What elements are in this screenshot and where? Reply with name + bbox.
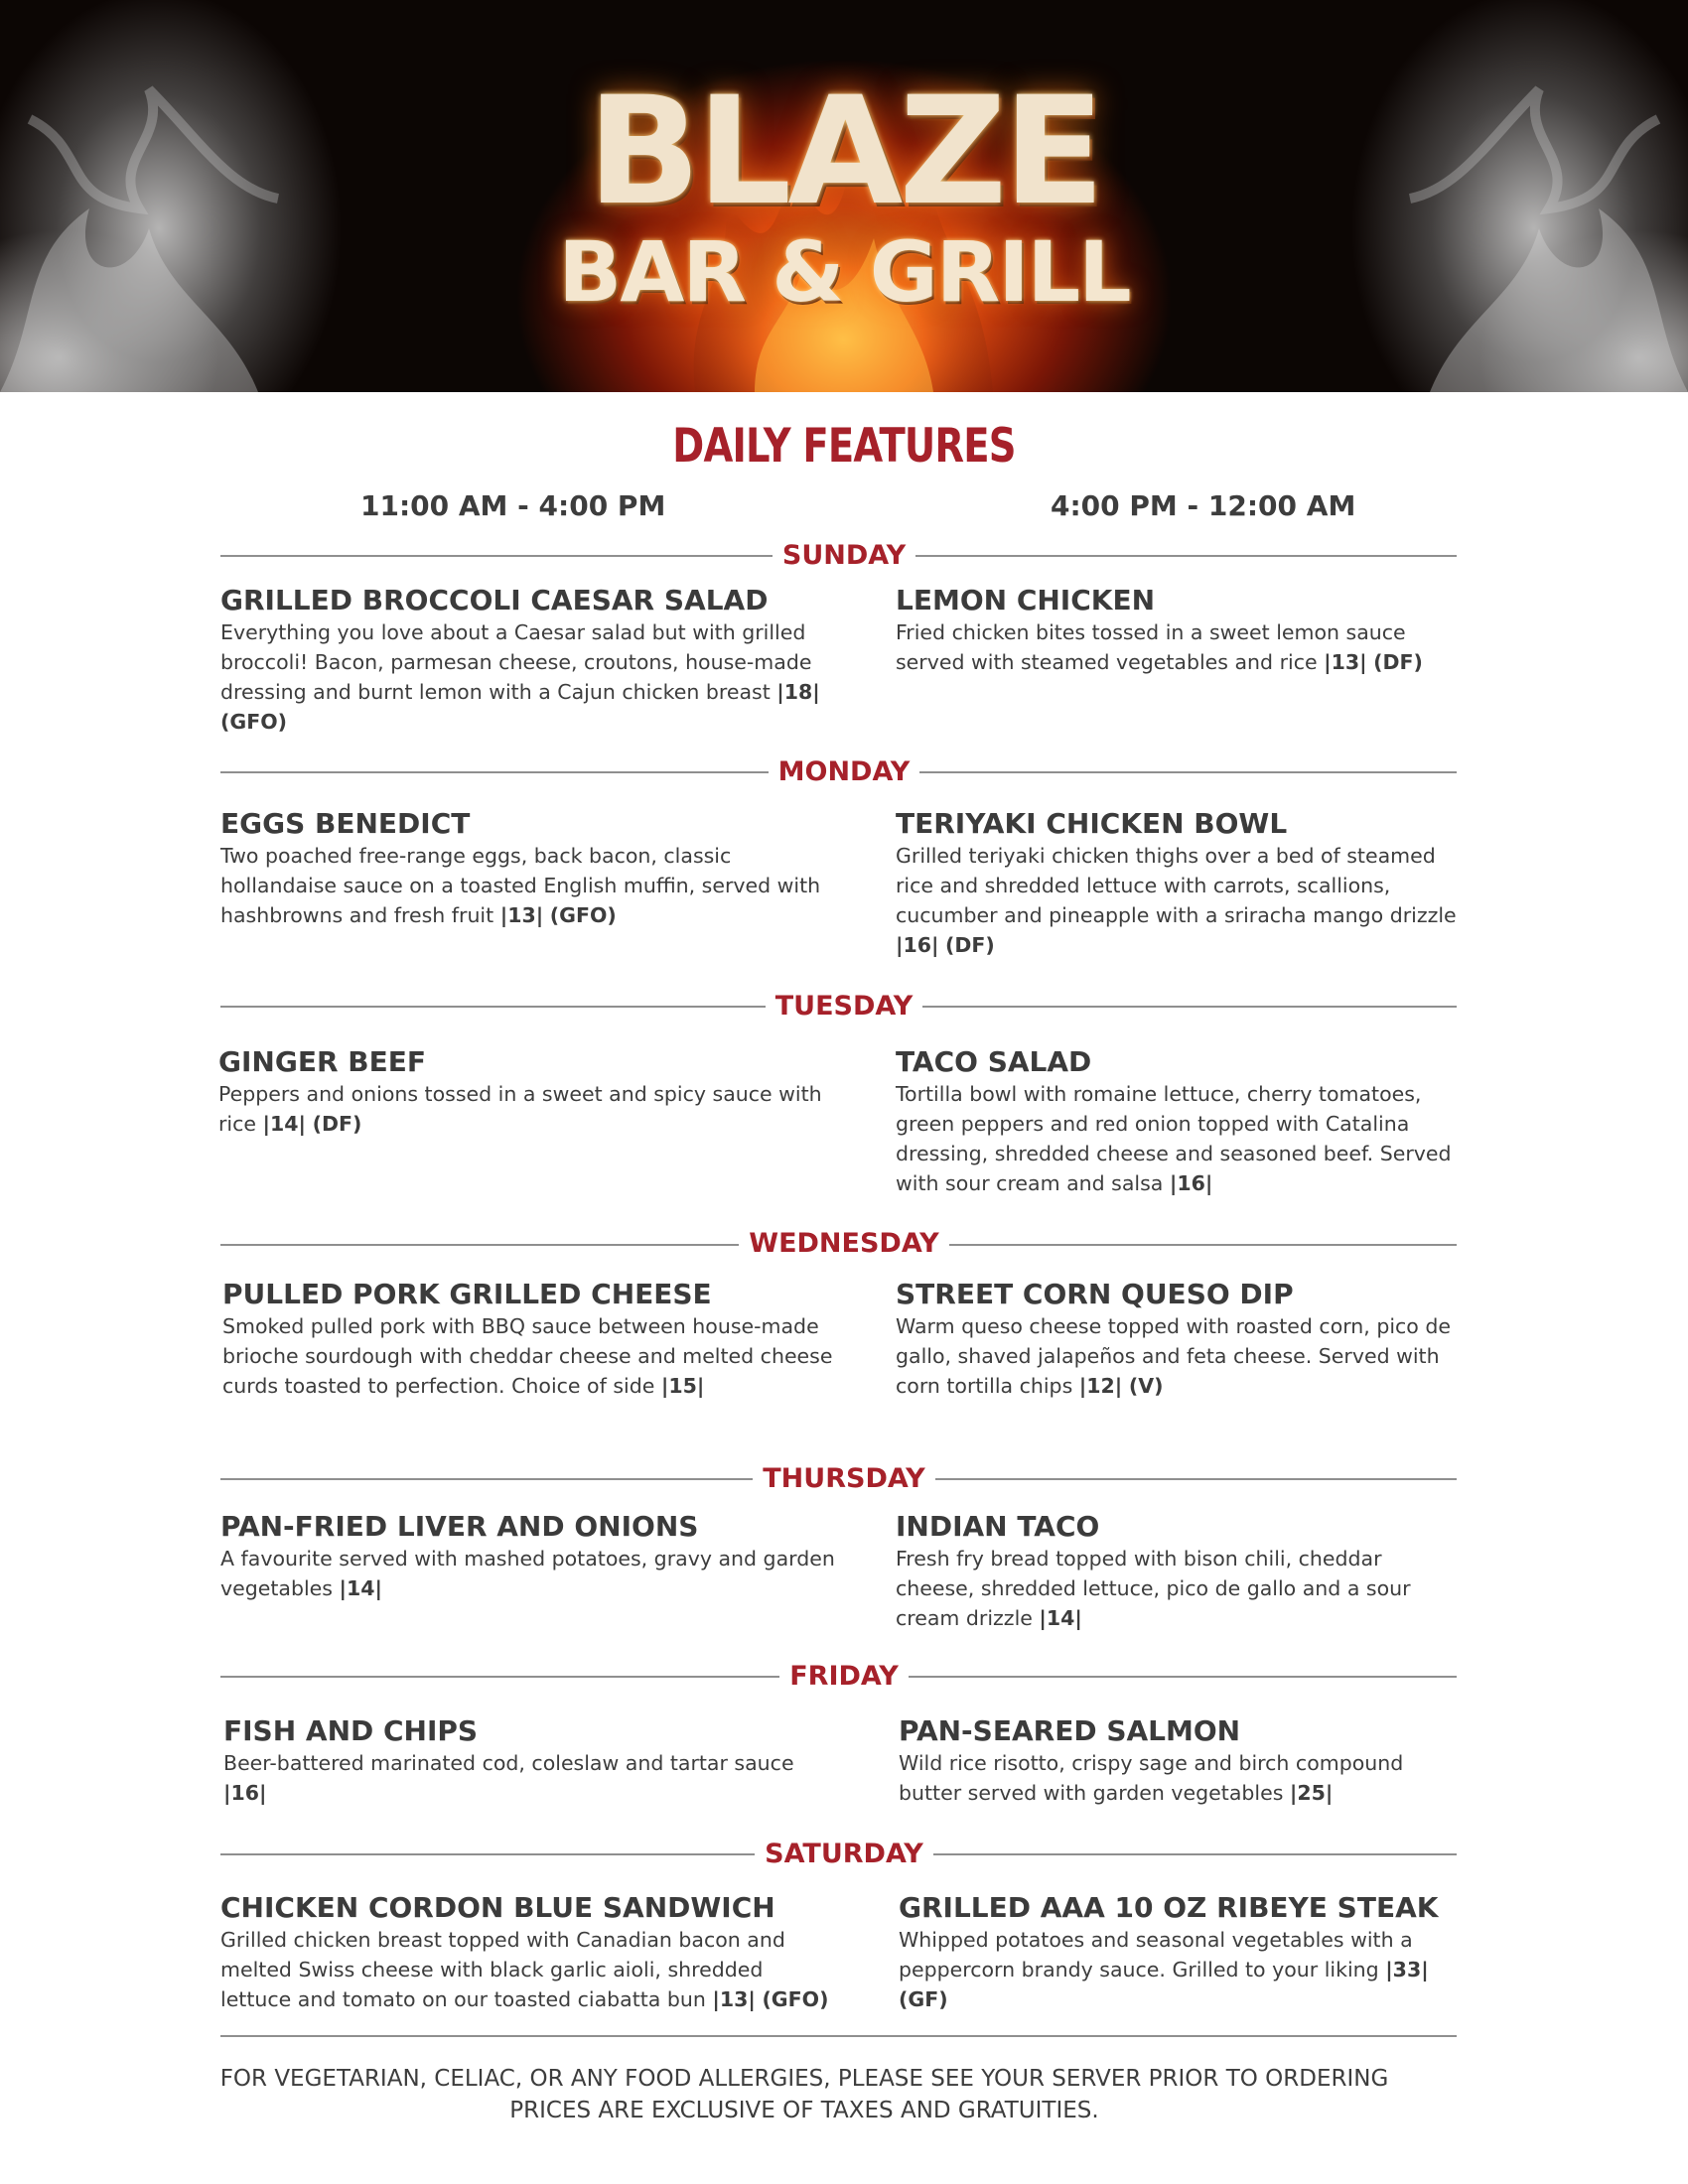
- menu-item-saturday-lunch: [220, 1891, 836, 2014]
- day-heading-thursday: THURSDAY: [0, 1465, 1688, 1492]
- item-description: Smoked pulled pork with BBQ sauce between house-made brioche sourdough with cheddar cheese and melted cheese curds toasted to perfection. Choice of side |15|: [222, 1314, 833, 1398]
- item-tags: (GFO): [549, 903, 617, 927]
- price-notice: PRICES ARE EXCLUSIVE OF TAXES AND GRATUITIES.: [509, 2098, 1099, 2123]
- item-description: Warm queso cheese topped with roasted corn, pico de gallo, shaved jalapeños and feta cheese. Served with corn tortilla chips |12| (V): [896, 1314, 1451, 1398]
- item-tags: (GF): [899, 1987, 948, 2011]
- day-heading-tuesday: TUESDAY: [0, 993, 1688, 1020]
- menu-item-monday-lunch: [220, 807, 836, 930]
- item-description: Fresh fry bread topped with bison chili, cheddar cheese, shredded lettuce, pico de gallo and a sour cream drizzle |14|: [896, 1547, 1411, 1630]
- item-name: GINGER BEEF: [218, 1045, 426, 1078]
- menu-item-sunday-lunch: [220, 584, 836, 737]
- item-price: |13|: [712, 1987, 756, 2011]
- item-price: |33|: [1385, 1958, 1429, 1981]
- day-heading-sunday: SUNDAY: [0, 542, 1688, 569]
- item-name: PAN-SEARED SALMON: [899, 1714, 1241, 1747]
- item-description: Two poached free-range eggs, back bacon, classic hollandaise sauce on a toasted English muffin, served with hashbrowns and fresh fruit |13| (GFO): [220, 844, 821, 927]
- item-price: |12|: [1078, 1374, 1123, 1398]
- item-tags: (DF): [1373, 650, 1423, 674]
- item-price: |14|: [262, 1112, 307, 1136]
- item-name: PULLED PORK GRILLED CHEESE: [222, 1278, 712, 1310]
- item-description: Tortilla bowl with romaine lettuce, cherry tomatoes, green peppers and red onion topped with Catalina dressing, shredded cheese and seasoned beef. Served with sour cream and salsa |16|: [896, 1082, 1452, 1195]
- menu-item-tuesday-lunch: [218, 1045, 834, 1139]
- item-price: |16|: [223, 1781, 267, 1805]
- time-range-evening: 4:00 PM - 12:00 AM: [1051, 489, 1356, 522]
- day-heading-wednesday: WEDNESDAY: [0, 1230, 1688, 1257]
- item-name: GRILLED BROCCOLI CAESAR SALAD: [220, 584, 769, 616]
- allergy-notice: FOR VEGETARIAN, CELIAC, OR ANY FOOD ALLERGIES, PLEASE SEE YOUR SERVER PRIOR TO ORDERING: [219, 2066, 1389, 2092]
- menu-item-monday-evening: [896, 807, 1462, 960]
- item-price: |25|: [1289, 1781, 1334, 1805]
- page-title: DAILY FEATURES: [672, 419, 1016, 474]
- day-heading-monday: MONDAY: [0, 758, 1688, 785]
- item-description: Grilled chicken breast topped with Canadian bacon and melted Swiss cheese with black garlic aioli, shredded lettuce and tomato on our toasted ciabatta bun |13| (GFO): [220, 1928, 829, 2011]
- menu-item-thursday-lunch: [220, 1510, 836, 1603]
- header-banner: [0, 0, 1688, 392]
- item-description: Whipped potatoes and seasonal vegetables with a peppercorn brandy sauce. Grilled to your liking |33| (GF): [899, 1928, 1429, 2011]
- item-name: EGGS BENEDICT: [220, 807, 471, 840]
- item-price: |16|: [1169, 1171, 1213, 1195]
- item-name: STREET CORN QUESO DIP: [896, 1278, 1294, 1310]
- item-name: PAN-FRIED LIVER AND ONIONS: [220, 1510, 699, 1543]
- item-name: LEMON CHICKEN: [896, 584, 1156, 616]
- item-description: A favourite served with mashed potatoes, gravy and garden vegetables |14|: [220, 1547, 835, 1600]
- item-price: |14|: [339, 1576, 383, 1600]
- item-description: Peppers and onions tossed in a sweet and spicy sauce with rice |14| (DF): [218, 1082, 822, 1136]
- day-heading-friday: FRIDAY: [0, 1663, 1688, 1690]
- menu-item-tuesday-evening: [896, 1045, 1462, 1198]
- day-heading-saturday: SATURDAY: [0, 1841, 1688, 1867]
- item-name: CHICKEN CORDON BLUE SANDWICH: [220, 1891, 775, 1924]
- menu-item-friday-evening: [899, 1714, 1465, 1808]
- footer-divider: [220, 2035, 1457, 2037]
- menu-item-thursday-evening: [896, 1510, 1462, 1633]
- item-description: Fried chicken bites tossed in a sweet lemon sauce served with steamed vegetables and rice |13| (DF): [896, 620, 1423, 674]
- item-price: |15|: [660, 1374, 705, 1398]
- item-price: |14|: [1039, 1606, 1082, 1630]
- logo-bar-and-grill: BAR & GRILL: [558, 223, 1130, 321]
- menu-item-saturday-evening: [899, 1891, 1465, 2014]
- time-range-lunch: 11:00 AM - 4:00 PM: [360, 489, 666, 522]
- item-description: Wild rice risotto, crispy sage and birch compound butter served with garden vegetables |25|: [899, 1751, 1404, 1805]
- item-price: |13|: [1324, 650, 1367, 674]
- item-price: |13|: [499, 903, 544, 927]
- item-price: |16|: [896, 933, 939, 957]
- item-price: |18|: [776, 680, 820, 704]
- item-description: Grilled teriyaki chicken thighs over a bed of steamed rice and shredded lettuce with carrots, scallions, cucumber and pineapple with a sriracha mango drizzle |16| (DF): [896, 844, 1457, 957]
- item-tags: (V): [1128, 1374, 1164, 1398]
- logo-blaze: BLAZE: [587, 66, 1101, 238]
- item-name: FISH AND CHIPS: [223, 1714, 479, 1747]
- menu-item-friday-lunch: [223, 1714, 839, 1808]
- item-tags: (GFO): [762, 1987, 829, 2011]
- item-name: TACO SALAD: [896, 1045, 1092, 1078]
- item-name: GRILLED AAA 10 OZ RIBEYE STEAK: [899, 1891, 1439, 1924]
- menu-item-wednesday-lunch: [222, 1278, 838, 1401]
- item-name: INDIAN TACO: [896, 1510, 1100, 1543]
- item-tags: (GFO): [220, 710, 287, 734]
- item-description: Everything you love about a Caesar salad but with grilled broccoli! Bacon, parmesan cheese, croutons, house-made dressing and burnt lemon with a Cajun chicken breast |18| (GFO): [220, 620, 820, 734]
- item-description: Beer-battered marinated cod, coleslaw and tartar sauce |16|: [223, 1751, 794, 1805]
- item-tags: (DF): [312, 1112, 362, 1136]
- item-tags: (DF): [945, 933, 995, 957]
- menu-item-wednesday-evening: [896, 1278, 1462, 1401]
- menu-item-sunday-evening: [896, 584, 1462, 677]
- item-name: TERIYAKI CHICKEN BOWL: [896, 807, 1288, 840]
